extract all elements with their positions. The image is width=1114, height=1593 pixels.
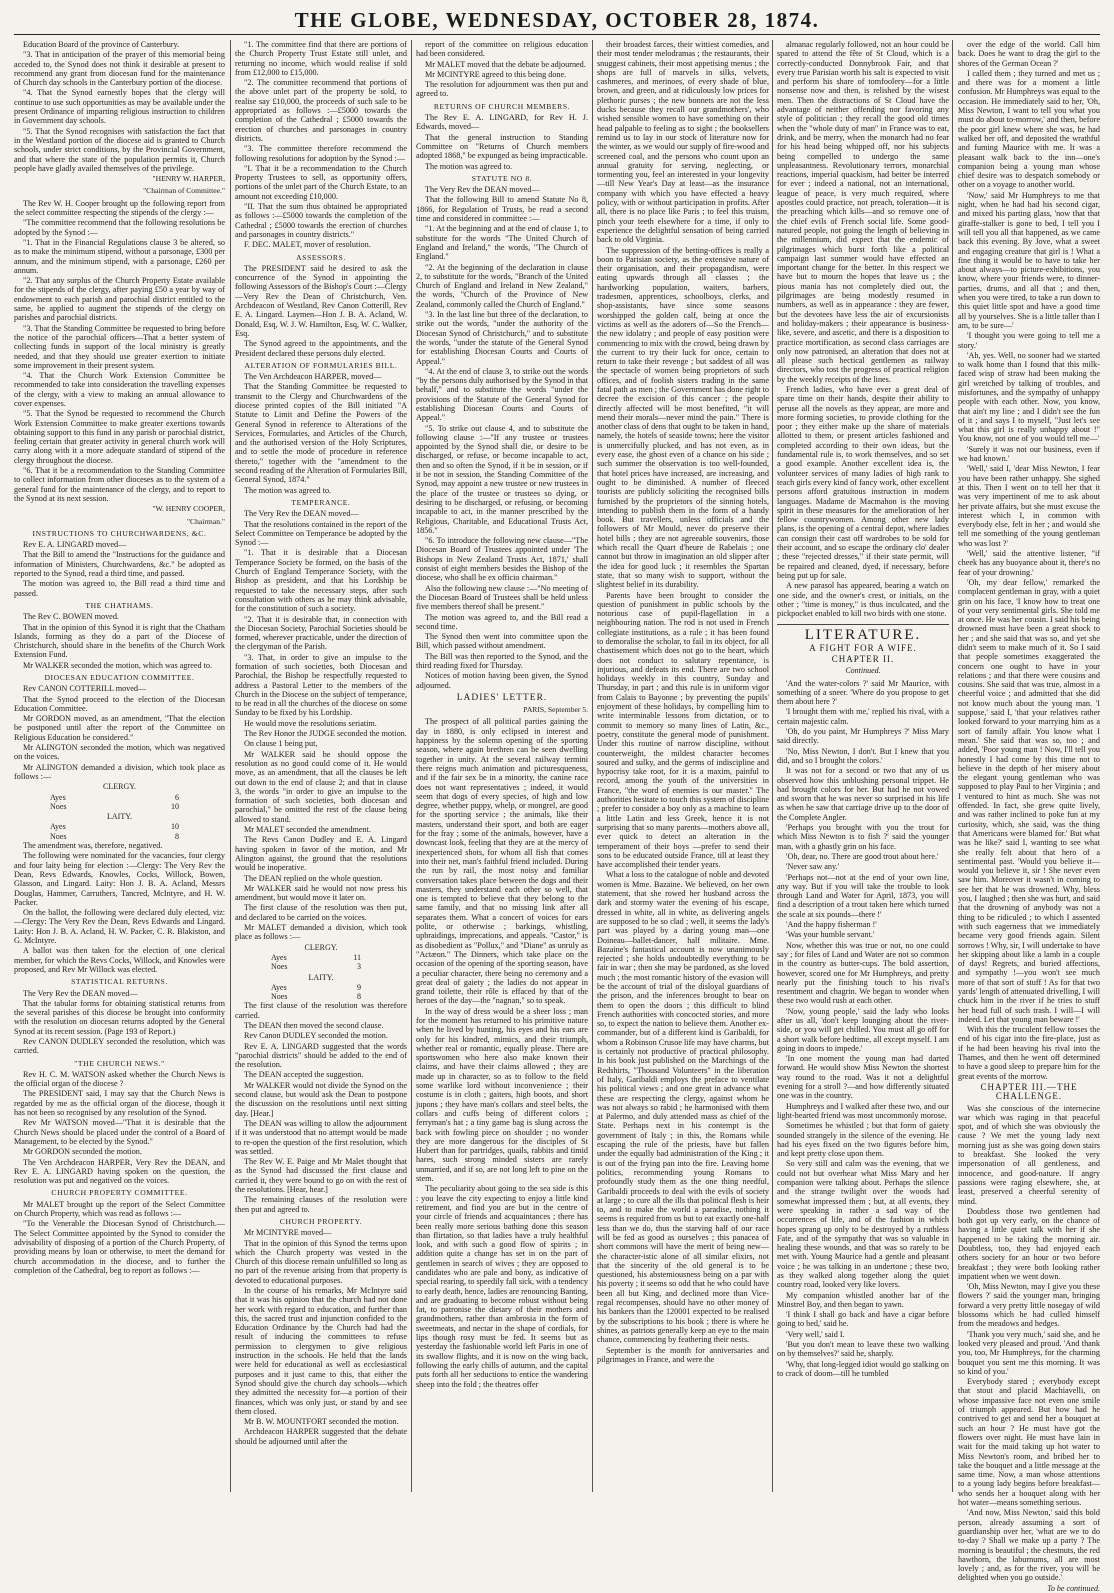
paragraph: The peculiarity about going to the sea side is this : you leave the city expecting to enjoy a little kind retirement, and find you are but in the centre of your circle of friends and acquaintances ; there has been really more serious bathing done this season than flirtation, so that ladies have a truly healthful look, and with such a good flow of spirits ; in addition quite a change has set in on the part of gentlemen in search of wives ; they are opposed to candidates who are pale and bony, as indicative of special rearing, to speedily fall sick, with a tendency to early death, hence, ladies are renouncing Banting, and are graduating to become robust without being fat, to patronise the dietary of their mothers and grandmothers, rather than ambrosia in the form of sweetmeats, and nectar in the shape of cordials, for lips though rosy must be fed. It seems but as yesterday the fashionable world left Paris in one of its swallow flights, and it is now on the wing back, following the early chills of autumn, and the capital puts forth all her seductions to entice the wandering sheep into the fold ; the theatres offer (416, 1184, 588, 1389)
row-label: Noes (271, 962, 288, 972)
row-label: Ayes (271, 982, 287, 992)
paragraph: The motion was agreed to. (425, 161, 513, 171)
col6-paras (958, 40, 1100, 1081)
row-value: 9 (357, 982, 361, 992)
paragraph: The first clause of the resolution was then put, and declared to be carried on the voices. (235, 903, 407, 922)
paragraph: The suppression of the betting-offices is really a boon to Parisian society, as the extensive nature of their organisation, and their propagandism, were eating upwards through all classes ; the hardworking population, waiters, barbers, tradesmen, apprentices, schoolboys, clerks, and shop-assistants, have since some seasons worshipped the golden calf, being at once the victims as well as the adorers of—So the French—the new idolatry ; and people of easy position were commencing to mix with the crowd, being drawn by the current to try their luck for once, certain to return to take their revenge ; but saddest of all was the spectacle of women being proprietors of such offices, and of foolish sisters trading in the same fatal path as men ; the Government has done right to decree the excision of this cancer ; the people directly affected will be most benefited, "it will mend their morals—never mind the pain." There is another class of dens that ought to be taken in hand, namely, the hotels of seaside towns; here the visitor is unmercifully plucked, and has not even, as in every ease, the ghost even of a chance on his side ; such summer the observation is too well-founded, that hotel prices have increased, are increasing, and ought to be diminished. A number of fleeced tourists are publicly soliciting the recognised bills furnished by the proprietors of the sinning hotels, intending to publish them in the form of a handy book. But travellers, unless officials and the followers of Mr Mould, never do preserve their hotel bills ; they are not agreeable souvenirs, those which recall the Quart d'heure de Rabelais ; one cannot but throw in imagination an old slipper after the idea for good luck ; it resembles the Spartan state, that so many wish to support, without the slightest belief in its durability. (597, 245, 769, 590)
paragraph: "6. That it be a recommendation to the Standing Committee to collect information from other dioceses as to the system of a general fund for the maintenance of the clergy, and to report to the Synod at its next session. (14, 466, 225, 503)
paragraph: "II. That the sum thus obtained be appropriated as follows :—£5000 towards the completion of the Cathedral ; £5000 towards the erection of churches and parsonages in country districts." (235, 202, 407, 239)
column-6 (958, 40, 1100, 1593)
paragraph: 'I think I shall go back and have a cigar before going to bed,' said he. (777, 1310, 949, 1329)
paragraph: The DEAN then moved the second clause. (244, 1020, 384, 1030)
paragraph: The resolution for adjournment was then put and agreed to. (416, 80, 588, 99)
to-be-continued: To be continued. (1047, 1583, 1100, 1593)
paragraph: Mr WALKER said he would not now press his amendment, but would move it later on. (235, 883, 407, 903)
division-row (235, 953, 407, 962)
paragraph: The Very Rev the DEAN moved— (244, 509, 359, 519)
paragraph: So very still and calm was the evening, that we could not but overhear what Miss Mary and her companion were talking about. Perhaps the silence and the strange twilight over the woods had somewhat impressed them ; but, at all events, they were speaking in rather a sad way of the occurrences of life, and of the fashion in which hopes sprang up only to be destroyed by a ruthless Fate, and of the sympathy that was so valuable in healing these wounds, and that was so rarely to be met with. Young Maurice had a gentle and pleasant voice ; he was talking in an undertone ; these two, as they walked along together along the quiet country road, looked very like lovers. (777, 1159, 949, 1290)
article-title: LADIES' LETTER. (456, 692, 548, 703)
paragraph: Archdeacon HARPER suggested that the debate should be adjourned until after the (235, 1427, 407, 1446)
col1-paras (14, 40, 225, 173)
col2-paras6 (235, 1228, 407, 1446)
paragraph: That in the opinion of this Synod the terms upon which the Church property was vested in the Church of this diocese remain unfulfilled so long as no part of the revenue arising from that property is devoted to educational purposes. (235, 1238, 407, 1285)
story-title: A FIGHT FOR A WIFE. (809, 642, 917, 653)
row-label: Noes (50, 831, 67, 841)
column-5 (777, 40, 949, 1492)
paragraph: That the Standing Committee be requested to transmit to the Clergy and Churchwardens of the diocese printed copies of the Bill initiated "A Statute to Limit and Define the Powers of the General Synod in reference to Alterations of the Services, Formularies, and Articles of the Church, and the authorised version of the Holy Scriptures, and to settle the mode of procedure in reference thereto," together with the "amendment to the second reading of the Alteration of Formularies Bill, General Synod, 1874." (235, 382, 407, 485)
paragraph: A ballot was then taken for the election of one clerical member, for which the Revs Cocks, Willock, and Knowles were proposed, and Rev Mr Willock was elected. (14, 946, 225, 974)
signature: "HENRY W. HARPER, (152, 174, 225, 184)
paragraph: I called them ; they turned and met us ; and there was for a moment a little confusion. Mr Humphreys was equal to the occasion. He immediately said to her, 'Oh, Miss Newton, I want to tell you what you must do about to-morrow,' and then, before the poor girl knew where she was, he had walked her off, and deposited the wrathful and fuming Maurice with me. It was a pleasant walk back to the inn—one's companion being a young man whose chief desire was to despatch somebody or other on a voyage to another world. (958, 68, 1100, 190)
section-heading: "THE CHURCH NEWS." (74, 1058, 165, 1068)
paragraph: report of the committee on religious education had been considered. (416, 40, 588, 59)
column-3 (416, 40, 588, 1492)
paragraph: "2. That it is desirable that, in connection with the Diocesan Society, Parochial Societies should be formed, wherever practicable, under the direction of the clergyman of the Parish. (235, 614, 407, 652)
masthead-rule (14, 34, 1100, 35)
col1-paras2 (14, 199, 225, 504)
paragraph: The motion was agreed to, and the Bill read a second time. (416, 612, 588, 631)
paragraph: 'No, Miss Newton, I don't. But I knew that you did, and so I brought the colors.' (777, 746, 949, 765)
paragraph: The DEAN replied on the whole question. (244, 873, 383, 883)
division-heading: CLERGY. (304, 942, 338, 952)
paragraph: "3. That the Standing Committee be requested to bring before the notice of the parochial officers—That a better system of collecting funds in support of the local ministry is greatly needed, and that they should use greater exertion to initiate some improvement in their present system. (14, 323, 225, 370)
paragraph: Also the following new clause :—"No meeting of the Diocesan Board of Trustees shall be held unless five members thereof shall be present." (416, 583, 588, 612)
paragraph: Mr MCINTYRE agreed to this being done. (425, 69, 567, 79)
signature-title: "Chairman of Committee." (143, 186, 225, 196)
paragraph: F. DEC. MALET, mover of resolution. (244, 240, 371, 250)
paragraph: In the way of dress would be a sheer loss ; man for the moment has returned to his primitive nature when he lived by hunting, his eyes and his ears are only for his kindred, mimics, and their triumph, whether real or romantic, equally please. There are sportswomen who here also make known their claims, and have their claims allowed ; they are made up in character, so as to follow to the field some warlike lord without inconvenience ; their costume is in cloth ; gaiters, high boots, and short jupons ; they have man's collars and steel belts, the collars and cuffs being of different colors ; ferryman's hat ; a tiny game bag is slung across the back with fowling piece on shoulder ; no wonder they are more dangerous for the disciples of St Hubert than for partridges, quails, rabbits and timid hares, such strong minded sisters are rarely unmarried, and if so, are not long left to pine on the stem. (416, 1006, 588, 1184)
paragraph: Mr GORDON seconded the motion. (23, 1147, 142, 1157)
paragraph: 'Well,' said I, 'dear Miss Newton, I fear you have been rather unhappy. She sighed at this. Then I went on to tell her that it was very impertinent of me to ask about her private affairs, but she must excuse the interest which I, in common with everybody else, felt in her ; and would she tell me something of the young gentleman who was lost ?' (958, 464, 1100, 548)
paragraph: That the Bill to amend the "Instructions for the guidance and information of Ministers, Churchwardens, &c." be adopted as reported to the Synod, read a third time, and passed. (14, 550, 225, 579)
paragraph: Parents have been brought to consider the question of punishment in public schools by the notorious case of pupil-flagellation in a neighbouring nation. The rod is not used in French collegiate institutions, as a rule ; it has been found to demoralise the scholar, to fail in its object, for all chastisement which does not go to the heart, which does not conduct to salutary repentance, is injurious, and defeats its end. There are two school holidays weekly in this country, Sunday and Thursday, in part ; and this rule is in uniform vigor from Calais to Bayonne ; by preventing the pupils' enjoyment of these holidays, by compelling him to write interminable lessons from dictation, or to commit to memory so many lines of Latin, &c., poetry, constitute the general mode of punishment. Under this routine of narrow discipline, without counterweight, the mildest character becomes soured and sulky, and the germs of indiscipline and hypocrisy take root, for it is a maxim, painful to record, among the youth of the universities in France, "the word of enemies is our master." The authorities hesitate to touch this system of discipline ; prefer to consider a boy only as a machine to learn a little Latin and less Greek, hence it is not surprising that so many parents—mothers above all, ever quick to detect an alteration in the temperament of their boys —prefer to send their sons to be educated outside France, till at least they have accomplished their tender years. (597, 590, 769, 870)
paragraph: "3. The committee therefore recommend the following resolutions for adoption by the Synod :— (235, 144, 407, 163)
col2-paras5 (235, 1001, 407, 1214)
row-value: 10 (171, 822, 179, 832)
section-heading: DIOCESAN EDUCATION COMMITTEE. (44, 673, 195, 682)
paragraph: 'Oh, dear, no. There are good trout about here.' (786, 851, 939, 861)
section-heading: ALTERATION OF FORMULARIES BILL. (244, 360, 398, 370)
row-label: Noes (271, 992, 288, 1002)
paragraph: 'Why, that long-legged idiot would go stalking on to crack of doom—till he tumbled (777, 1359, 949, 1378)
paragraph: "5. To strike out clause 4, and to substitute the following clause :—"If any trustee or trustees appointed by the Synod shall die, or desire to be discharged, or refuse, or become incapable to act, then and so often the Synod, if it be in session, or if it be not in session, the Standing Committee of the Synod, may appoint a new trustee or new trustees in the place of the trustee or trustees so dying, or desiring to be discharged, or refusing, or becoming incapable to act, in the manner prescribed by the Religious, Charitable, and Educational Trusts Act, 1856." (416, 423, 588, 535)
paragraph: That the resolutions contained in the report of the Select Committee on Temperance be adopted by the Synod :— (235, 519, 407, 548)
paragraph: 'In one moment the young man had darted forward. He would show Miss Newton the shortest way round to the road. Was it not a delightful evening for a stroll ?—and how differently situated one was in the country. (777, 1054, 949, 1101)
section-title-literature: LITERATURE. (777, 624, 949, 640)
paragraph: Mr MALET demanded a division, which took place as follows :— (235, 923, 407, 942)
paragraph: The Synod agreed to the appointments, and the President declared these persons duly elected. (235, 339, 407, 358)
paragraph: 'And the happy fisherman !' (786, 920, 877, 930)
paragraph: On the ballot, the following were declared duly elected, viz:—Clergy: The Very Rev the Dean, Revs Edwards and Lingard. Laity: Hon J. B. A. Acland, H. W. Packer, C. R. Blakiston, and G. McIntyre. (14, 908, 225, 946)
row-value: 8 (175, 831, 179, 841)
paragraph: their broadest farces, their wittiest comedies, and their most tender melodramas ; the restaurants, their snuggest cabinets, their most appetising menus ; the shops are full of marvels in silks, velvets, cashmeres, and merinoes, of every shade of blue, brown, and green, and at ridiculously low prices for plethoric purses ; the new bonnets are not the less ducks because they recall our grandmothers', who wished sensible women to have something on their head palpable to feeling as to sight ; the booksellers remind us to lay in our stock of literature now for the winter, as we would our supply of fire-wood and screened coal, and the persons who count upon an annual gratuity for serving, neglecting, or tormenting you, feel an interested in your longevity—till New Year's Day at least—as the insurance company with which you have effected a heavy policy, with or without participation in profits. After all, there is no place like Paris ; to feel this truism, pinch your teeth elsewhere for a time, if only to experience the delightful sensation of being carried back to old Virginia. (597, 40, 769, 245)
col6-paras2 (958, 1104, 1100, 1583)
section-heading: ASSESSORS. (296, 252, 346, 262)
paragraph: The Rev Honor the JUDGE seconded the motion. (244, 729, 407, 739)
paragraph: 'I brought them with me,' replied his rival, with a certain majestic calm. (777, 707, 949, 726)
columns (14, 40, 1100, 1593)
paragraph: Mr B. W. MOUNTFORT seconded the motion. (244, 1417, 399, 1427)
row-value: 10 (171, 801, 179, 811)
paragraph: Rev CANON COTTERILL moved— (23, 684, 147, 694)
paragraph: 'Never saw any.' (786, 862, 840, 872)
paragraph: The Bill was then reported to the Synod, and the third reading fixed for Thursday. (416, 651, 588, 670)
paragraph: "2. At the beginning of the declaration in clause 2, to substitute for the words, "Branch of the United Church of England and Ireland in New Zealand," the words, "Church of the Province of New Zealand, commonly called the Church of England." (416, 262, 588, 309)
section-heading: STATISTICAL RETURNS. (71, 977, 168, 987)
paragraph: The prospect of all political parties gaining the day in 1880, is only eclipsed in interest and happiness by the solemn opening of the sporting season, where again brethren can be seen dwelling together in unity. At the several railway termini there reigns much animation and picturesqueness, and if the fair sex be in a minority, the canine race does not want representatives ; indeed, it would seem that dogs of every species, of high and low degree, whether puppy, whelp, or mongrel, are good for the sporting service ; the animals, like their masters, understand their sport, and both are eager for the fray ; some of the animals, however, have a downcast look, feeling that they are at the mercy of inexperienced shots, for whom all fish that comes into their net, man's faithful friend included. During the run by rail, the most noisy and familiar conversation takes place between the dogs and their masters, they understand each other so well, that one is tempted to believe that they belong to the same family, and that no missing link after all separates them. What a concert of voices for ears polite, or otherwise ; barkings, whistling, upbraidings, imprecations, and appeals. "Castor," is as disobedient as "Pollux," and "Diane" as unruly as "Actæon." The Dinners, which take place on the occasion of the opening of the sporting season, have a peculiar character, there being no ceremony and a great deal of gaiety ; the ladies do not appear in grand toilette, their rôle is effaced by that of the heroes of the day—the "nagnan," so to speak. (416, 717, 588, 1006)
paragraph: The Rev W. H. Cooper brought up the following report from the select committee respecting the stipends of the clergy :— (14, 198, 225, 218)
paragraph: The motion was agreed to. (244, 485, 332, 495)
paragraph: 'Now, young people,' said the lady who looks after us all, 'don't keep lounging about the river-side, or you will get chilled. You must all go off for a short walk before bedtime, all except myself. I am going in doors to impede.' (777, 1006, 949, 1053)
section-heading: INSTRUCTIONS TO CHURCHWARDENS, &C. (32, 528, 207, 538)
paragraph: over the edge of the world. Call him back. Does he want to drag the girl to the shores of the German Ocean ?' (958, 40, 1100, 68)
paragraph: It was not for a second or two that any of us observed how this unblushing personal trippet. He had brought colors for her. But had he not vowed and sworn that he was never so surprised in his life as when he saw that carriage drive up to the door of the Complete Angler. (777, 766, 949, 822)
division-heading: CLERGY. (103, 782, 136, 792)
paragraph: Rev CANON DUDLEY seconded the resolution, which was carried. (14, 1036, 225, 1056)
paragraph: "4. At the end of clause 3, to strike out the words "by the persons duly authorised by the Synod in that behalf," and to substitute the words "under the provisions of the Statute of the General Synod for establishing Diocesan Courts and Courts of Appeal." (416, 366, 588, 423)
row-value: 3 (357, 962, 361, 972)
paragraph: Mr GORDON moved, as an amendment, "That the election be postponed until after the report of the Committee on Religious Education be considered." (14, 714, 225, 742)
division-row (235, 983, 407, 992)
col1-paras9 (14, 1200, 225, 1275)
paragraph: A new parasol has appeared, bearing a watch on one side, and the owner's crest, or initials, on the other ; "time is money," is thus inculcated, and the pickpocket enabled to kill two birds with one stone. (777, 581, 949, 619)
paragraph: "4. That the Church Work Extension Committee be recommended to take into consideration the travelling expenses of the clergy, with a view to making an annual allowance to cover expenses. (14, 371, 225, 408)
paragraph: The first clause of the resolution was therefore carried. (235, 1001, 407, 1020)
paragraph: 'Well,' said the attentive listener, "if cheek has any buoyance about it, there's no fear of your drowning.' (958, 549, 1100, 577)
row-label: Ayes (50, 792, 66, 802)
paragraph: French ladies, who have ever a great deal of spare time on their hands, despite their ability to peruse all the novels as they appear, are more and more forming societies, to provide clothing for the poor ; they either make up the share of materials allotted to them, or present articles fashioned and completed according to their own ideas, but the fundamental rule is, to work themselves, and so set a good example. Another excellent idea is, the volunteer services of many ladies of high rank to teach girls every kind of fancy work, other excellent persons afford gratuitous instruction in modern languages. Madame de Macmahon is the moving spirit in these measures for the amelioration of her fellow countrywomen. Among other new lady plans, is the opening of a central depot, where ladies can consign their cast off wardrobes to be sold for their account, and so escape the ordinary clo' dealer ; these "rejected dresses," if their state permit, will be repaired and cleaned, dyed, if necessary, before being put up for sale. (777, 384, 949, 580)
section-heading: CHURCH PROPERTY. (279, 1216, 363, 1226)
paragraph: Mr ALINGTON seconded the motion, which was negatived on the voices. (14, 743, 225, 762)
paragraph: 'Ah, yes. Well, no sooner had we started to walk home than I found that this milk-faced wisp of straw had been making the girl wretched by talking of troubles, and misfortunes, and the sympathy of unhappy people with each other. Now, you know, that ain't my line ; and I didn't see the fun of it ; and says I to myself, "Just let's see what this girl is really unhappy about !" You know, not one of you would tell me—' (958, 350, 1100, 444)
paragraph: The Very Rev the DEAN moved— (23, 988, 138, 998)
paragraph: Rev Canon DUDLEY seconded the motion. (244, 1031, 388, 1041)
row-value: 8 (357, 992, 361, 1002)
paragraph: "To the Venerable the Diocesan Synod of Christchurch.—The Select Committee appointed by the Synod to consider the advisability of disposing of a portion of the Church Property, of providing means by loan or otherwise, to meet the demand for church accommodation in the diocese, and to further the completion of the Cathedral, beg to report as follows :— (14, 1219, 225, 1275)
paragraph: Notices of motion having been given, the Synod adjourned. (416, 671, 588, 690)
paragraph: Rev E. A. LINGARD suggested that the words "parochial districts" should be added to the end of the resolution. (235, 1041, 407, 1070)
paragraph: My companion whistled another bar of the Minstrel Boy, and then began to yawn. (777, 1290, 949, 1309)
paragraph: 'I thought you were going to tell me a story.' (958, 331, 1100, 350)
paragraph: In the course of his remarks, Mr McIntyre said that it was his opinion that the church had not done her work with regard to education, and further than this, the sacred trust and injunction confided to the Education Ordinance by the Church had had the result of inducing the committees to refuse permission to clergymen to give religious instruction in the schools. He held that the lands were held for educational as well as ecclesiastical purposes and it just came to this, that either the Synod should give the church day schools—which they admitted the necessity for—a portion of their finances, which was only just, or stand by and see them closed. (235, 1286, 407, 1416)
col3-paras4 (416, 717, 588, 1388)
paragraph: 'Surely it was not our business, even if we had known.' (958, 444, 1100, 464)
paragraph: 'But you don't mean to leave these two walking on by themselves?' said he, sharply. (777, 1340, 949, 1359)
paragraph: The Ven Archdeacon HARPER, moved— (244, 372, 382, 382)
row-label: Noes (50, 801, 67, 811)
paragraph: The Rev W. E. Paige and Mr Malet thought that as the Synod had discussed the first clause and carried it, they were bound to go on with the rest of the resolutions. [Hear, hear.] (235, 1157, 407, 1195)
col3-paras3 (416, 185, 588, 690)
paragraph: The Ven Archdeacon HARPER, Very Rev the DEAN, and Rev E. A. LINGARD having spoken on the question, the resolution was put and negatived on the voices. (14, 1157, 225, 1186)
paragraph: 'Perhaps you brought with you the trout for which Miss Newton is to fish ?' said the younger man, with a ghastly grin on his face. (777, 823, 949, 851)
paragraph: Mr WALKER said he should oppose the resolution as no good could come of it. He would move, as an amendment, that all the clauses be left out down to the end of clause 2; and that in clause 3, the words "in order to give an impulse to the formation of such societies, both diocesan and parochial," be omitted the rest of the clause being allowed to stand. (235, 749, 407, 824)
row-value: 11 (353, 952, 361, 962)
section-heading: TEMPERANCE. (291, 497, 351, 507)
col3-paras (416, 40, 588, 99)
col2-paras (235, 40, 407, 250)
paragraph: Education Board of the province of Canterbury. (23, 40, 180, 49)
column-2 (235, 40, 407, 1492)
masthead: THE GLOBE, WEDNESDAY, OCTOBER 28, 1874. (294, 8, 820, 32)
signature-title: "Chairman." (186, 516, 225, 526)
paragraph: Now, whether this was true or not, no one could say ; for files of Land and Water are not so common in the country as butter-cups. The bold assertion, however, scored one for Mr Humphreys, and pretty nearly put the finishing touch to his rival's resentment and chagrin. We began to wonder when these two would rush at each other. (777, 940, 949, 1006)
paragraph: Was she conscious of the internecine war which was raging in that peaceful spot, and of which she was obviously the cause ? We met the young lady next morning just as she was going down stairs to breakfast. She looked the very impersonation of all gentleness, and innocence, and good-nature. If angry passions were raging elsewhere, she, at least, preserved a cheerful serenity of mind. (958, 1103, 1100, 1206)
row-label: Ayes (50, 822, 66, 832)
paragraph: Humphreys and I walked after these two, and our light-hearted friend was most uncommonly morose. (777, 1101, 949, 1120)
continued-label: Continued. (845, 666, 881, 676)
division-row (14, 822, 225, 831)
paragraph: Mr ALINGTON demanded a division, which took place as follows :— (14, 762, 225, 781)
paragraph: 'Now,' said Mr Humphreys to me that night, when he had had his second cigar, and mixed his parting glass, 'now that that giraffe-stalker is gone to bed, I tell you I will tell you all that happened, as we came back this evening. By Jove, what a sweet and engaging creature that girl is ! What a fine thing it would be to have to take her about always—to picture-exhibitions, you know, where your friends were, to dinner-parties, drums, and all that ; and then, when you were tired, to take a run down to this quiet little spot and have a good time all by yourselves. She is a little taller than I am, to be sure—' (958, 190, 1100, 330)
col2-paras2 (235, 264, 407, 358)
dateline: PARIS, September 5. (523, 705, 588, 715)
paragraph: Everybody stared ; everybody except that stout and placid Machiavelli, on whose impassive face not even one smile of triumph appeared. But how had he contrived to get and send her a bouquet at such an hour ? He must have got the flowers over night. He must have lain in wait for the maid taking up hot water to Miss Newton's room, and bribed her to take the bouquet and a little message at the same time. Now, a man whose attentions to a young lady begins before breakfast—who sends her a bouquet along with her hot water—means something serious. (958, 1377, 1100, 1508)
paragraph: Mr MALET moved that the debate be adjourned. (425, 59, 586, 69)
paragraph: The Synod then went into committee upon the Bill, which passed without amendment. (416, 632, 588, 651)
col1-paras8 (14, 1070, 225, 1186)
paragraph: What a loss to the catalogue of noble and devoted women is Mme. Bazaine. We believed, on her own statement, that she rowed her husband across the dark and stormy water the evening of his escape, dressed in white, all in white, as delivering angels are supposed to be so clad ; well, it seems the lady's part was played by a daring young man—one Doineau—ballet-dancer, half militaire. Mme. Bazaine's fantastical account is now unanimously rejected ; she holds undoubtedly everything to be fair in war ; then she may be pardoned, as she loved much ; the most romantic history of the evasion will be the account of trial of the disloyal guardians of the prison, and the inferences brought to bear on them to open the doors ; this difficult to blind French authorities with concocted stories, and more so, to expect the nation to believe them. Another ex-commander, but of a different kind is Garibaldi, for whom a Robinson Crusoe life may have charms, but is certainly not productive of practical philosophy. In his book just published on the Marchings of the Redshirts, "Thousand Volunteers" in the liberation of Italy, Garibaldi employs the preface to ventilate his political views ; and one great in advance what these are respecting the clergy, against whom he was not always so rabid ; he harmonised with them at Palermo, and duly attended mass as chief of the State. Perhaps next in his contempt is the government of Italy ; in this, the Romans while escaping the rule of the priests, have but fallen under the equally bad administration of the King ; it is out of the frying pan into the fire. Leaving home politics, recommending young Romans to profoundly study them as the one thing needful, Garibaldi proceeds to deal with the evils of society at large ; to cure all the ills that political flesh is heir to, and to make the world a paradise, nothing it seems is required from us but to eat exactly one-half less than we do, thus the starving half of our race will be fed as good as ourselves ; this panacea of short commons will have the merit of being new—the character-istic alone of all similar elixirs, not that the sincerity of the old general is to be questioned, his abstemiousness being on a par with his poverty ; it seems so odd that he who could have been all but King, and declined more than Vice-regal recompenses, should have no other money of his bankers than the 120001 expected to be realised by the subscriptions to his book ; there is where he shines, as patriots generally keep an eye to the main chance, commencing by feathering their nests. (597, 870, 770, 1345)
paragraph: Mr WALKER seconded the motion, which was agreed to. (23, 660, 213, 670)
paragraph: Doubtless those two gentlemen had both got up very early, on the chance of having a little quiet talk with her if she happened to be taking the morning air. Doubtless, too, they had enjoyed each others society for an hour or two before breakfast ; they were both looking rather impatient when we went down. (958, 1206, 1100, 1281)
section-heading: THE CHATHAMS. (85, 600, 154, 610)
col1-paras4 (14, 612, 225, 670)
col5-paras2 (777, 679, 949, 1379)
division-row (14, 793, 225, 802)
paragraph: "3. That in anticipation of the prayer of this memorial being acceded to, the Synod does not think it desirable at present to recommend any grant from diocesan fund for the maintenance of Church day schools in the Canterbury portion of the diocese. (14, 50, 225, 88)
row-label: Ayes (271, 952, 287, 962)
paragraph: The Revs Canon Dudley and E. A. Lingard having spoken in favor of the motion, and Mr Alington against, the ground that the resolutions would be inoperative. (235, 835, 407, 873)
paragraph: "The committee recommend that the following resolutions be adopted by the Synod :— (14, 218, 225, 237)
paragraph: The Rev E. A. LINGARD, for Rev H. J. Edwards, moved— (416, 113, 588, 132)
paragraph: 'And now, Miss Newton,' said this bold person, already assuming a sort of guardianship over her, 'what are we to do to-day ? Shall we make up a party ? The morning is beautiful ; the chestnuts, the red hawthorn, the laburnums, all are most lovely ; and, as for the river, you will be delighted when you go outside.' (958, 1508, 1100, 1583)
paragraph: 'Thank you very much,' said she, and he looked very pleased and proud. 'And thank you, too, Mr Humphreys, for the charming bouquet you sent me this morning. It was so kind of you.' (958, 1329, 1100, 1376)
section-heading: RETURNS OF CHURCH MEMBERS. (433, 101, 571, 111)
chapter-heading: CHAPTER III.—THE CHALLENGE. (980, 1081, 1078, 1102)
division-heading: LAITY. (308, 972, 334, 982)
paragraph: The PRESIDENT said he desired to ask the concurrence of the Synod in appointing the following Assessors of the Bishop's Court :—Clergy—Very Rev the Dean of Christchurch, Ven. Archdeacon of Westland, Rev Canon Cotterill, Rev E. A. Lingard. Laymen—Hon J. B. A. Acland, W. Donald, Esq, W. J. W. Hamilton, Esq, W. C. Walker, Esq. (235, 263, 407, 338)
paragraph: 'And the water-colors ?' said Mr Maurice, with something of a sneer. 'Where do you propose to get them about here ?' (777, 678, 949, 707)
paragraph: The DEAN accepted the suggestion. (244, 1070, 364, 1080)
division-row (14, 802, 225, 811)
col1-paras7 (14, 989, 225, 1056)
paragraph: Rev E. A. LINGARD moved— (23, 540, 127, 550)
col1-paras3 (14, 540, 225, 598)
paragraph: The remaining clauses of the resolution were then put and agreed to. (235, 1195, 407, 1214)
chapter-heading: CHAPTER II. (831, 654, 895, 664)
division-row (14, 832, 225, 841)
paragraph: "I. That it be a recommendation to the Church Property Trustees to sell, as opportunity offers, portions of the unlet part of the Church Estate, to an amount not exceeding £10,000. (235, 163, 407, 201)
paragraph: 'Was your humble servant.' (786, 930, 875, 940)
paragraph: 'Perhaps not—not at the end of your own line, any way. But if you will take the trouble to look through Land and Water for April, 1873, you will find a description of a trout taken here which turned the scale at six pounds—there !' (777, 872, 949, 919)
paragraph: The Rev C. BOWEN moved. (23, 612, 119, 622)
section-heading: CHURCH PROPERTY COMMITTEE. (51, 1188, 188, 1198)
paragraph: The PRESIDENT said, I may say that the Church News is regarded by me as the official organ of the diocese, though it has not been so recognised by any resolution of the Synod. (14, 1089, 225, 1118)
paragraph: 'Oh, my dear fellow,' remarked the complacent gentleman in gray, with a quiet grin on his face, 'I know how to treat one of your very sentimental girls. She told me at once. He was her cousin. I said his being drowned must have been a great shock to her ; and she said that was so, and yet she didn't seem to make much of it. So I said that people sometimes exaggerated the concern one ought to have in your relations ; and that there were cousins and cousins. She said that was true, almost in a cheerful voice ; and admitted that she did not know much about the young man. 'I suppose,' said I, 'that your relatives rather looked forward to your marrying him as a sort of family affair. You know what I mean.' She said that was so, too ; and added, 'Poor young man ! Now, I'll tell you honestly I had come by this time not to believe in the depth of her misery about the elegant young gentleman who was supposed to play Paul to her Virginia ; and I ventured to hint as much. She was not offended. In fact, she grew quite lively, and was rather inclined to poke fun at my curiosity, which, she said, was the thing that Americans were blamed for.' But what was he like?' said I, wanting to see what she really felt about that hero of a sentimental past. 'Would you believe it—would you believe it, sir ! She never even saw him. Moreover it wasn't in coming to see her that he was drowned. Why, bless you, I laughed ; then she was hurt, and said that the drowning of anybody was not a thing to be ridiculed ; to which I assented with such eagerness that we immediately became very good friends again. Silent sorrows ! Why, sir, I will undertake to have her skipping about like a lamb in a couple of days! Regrets, and buried affections, and sympathy !—you won't see much more of that sort of stuff ! As for that two yards' length of attenuated drivelling, I will chuck him in the river if he tries to stuff her head full of such trash. I will—I will indeed. Let that young man beware !' (958, 577, 1100, 1024)
paragraph: The DEAN was willing to allow the adjournment if it was understood that no attempt would be made to re-open the question of the first resolution, which was settled. (235, 1118, 407, 1156)
paragraph: Mr MCINTYRE moved— (244, 1228, 332, 1238)
paragraph: 'Oh, Miss Newton, may I give you these flowers ?' said the younger man, bringing forward a very pretty little nosegay of wild blossoms which he had culled himself from the meadows and hedges. (958, 1282, 1100, 1329)
paragraph: "3. That, in order to give an impulse to the formation of such societies, both Diocesan and Parochial, the Bishop be respectfully requested to address a Pastoral Letter to the members of the Church in the Diocese on the subject of temperance, to be read in all the churches of the diocese on some Sunday to be fixed by his Lordship. (235, 652, 407, 718)
paragraph: "4. That the Synod earnestly hopes that the clergy will continue to use such opportunities as may be available under the present Ordinance of imparting religious instruction to children in Government day schools. (14, 88, 225, 126)
paragraph: Mr MALET seconded the amendment. (244, 825, 371, 835)
col4-paras (597, 40, 769, 1364)
paragraph: With this the truculent fellow tosses the end of his cigar into the fire-place, just as if he had been heaving his rival into the Thames, and then he went off determined to have a good sleep to prepare him for the great events of the morrow. (958, 1025, 1100, 1081)
paragraph: Mr WALKER would not divide the Synod on the second clause, but would ask the Dean to postpone the discussion on the resolutions until next sitting day. [Hear.] (235, 1080, 407, 1118)
paragraph: That the tabular forms for obtaining statistical returns from the several parishes of this diocese be brought into conformity with the resolution on diocesan returns adopted by the General Synod at its recent session. (Page 193 of Report.) (14, 998, 225, 1036)
col1-paras5 (14, 684, 225, 781)
paragraph: That the following Bill to amend Statute No 8, 1866, for Regulation of Trusts, be read a second time and considered in committee :— (416, 195, 588, 224)
paragraph: "1. That it is desirable that a Diocesan Temperance Society be formed, on the basis of the Church of England Temperance Society, with the Bishop as president, and that his Lordship be requested to take the necessary steps, after such consultation with others as he may think advisable, for the constitution of such a society. (235, 548, 407, 614)
paragraph: 'Very well,' said I. (786, 1329, 845, 1339)
paragraph: Mr MALET brought up the report of the Select Committee on Church Property, which was read as follows :— (14, 1199, 225, 1219)
row-value: 6 (175, 792, 179, 802)
paragraph: "1. At the beginning and at the end of clause 1, to substitute for the words "The United Church of England and Ireland," the words, "The Church of England." (416, 224, 588, 262)
column-4 (597, 40, 769, 1492)
paragraph: "2. The committee recommend that portions of the above unlet part of the property be sold, to realise say £10,000, the proceeds of such sale to be appropriated as follows :—£5000 towards the completion of the Cathedral ; £5000 towards the erection of churches and parsonages in country districts. (235, 78, 407, 143)
col1-paras6 (14, 841, 225, 974)
paragraph: Rev Mr WATSON moved—"That it is desirable that the Church News should be placed under the control of a Board of Management, to be elected by the Synod." (14, 1118, 225, 1146)
paragraph: "5. That the Synod be requested to recommend the Church Work Extension Committee to make greater exertions towards obtaining support to this fund in any parish or parochial district, feeling certain that greater activity in general church work will carry along with it a more adequate standard of stipend of the clergy throughout the diocese. (14, 409, 225, 465)
column-1 (14, 40, 225, 1492)
col2-paras4 (235, 509, 407, 941)
paragraph: The following were nominated for the vacancies, four clergy and four laity being for election :—Clergy: The Very Rev the Dean, Revs Edwards, Knowles, Cocks, Willock, Bowen, Glasson, and Lingard. Laity: Hon J. B. A. Acland, Messrs Douglas, Hammer, Carruthers, Tancred, McIntyre, and H. W. Packer. (14, 851, 225, 907)
paragraph: "2. That any surplus of the Church Property Estate available for the stipends of the clergy, after paying £50 a year by way of endowment to each parish and parochial district entitled to the same, be applied to augment the stipends of the clergy on parishes and parochial districts. (14, 276, 225, 323)
paragraph: The motion was agreed to, the Bill read a third time and passed. (14, 579, 225, 598)
paragraph: almanac regularly followed, not an hour could be spared to attend the fête of St Cloud, which is a correctly-conducted Donnybrook Fair, and that every true Parisian worth his salt is expected to visit and perform his share of tomfoolery—for a little nonsense now and then, is relished by the wisest men. Then the distractions of St Cloud have the advantage of neither offending nor favoring any style of politician ; they recall the good old times when the "whole duty of man" in France was to eat, drink, and be merry, when the monarch had no fear for his head being whipped off, nor his subjects being compelled to undergo the same unpleasantness. Revolutionary terrors, monarchial reactions, imperial quackism, had better be interred for ever ; indeed a national, not an international, league of peace, is very much required, where apostles could practice, not preach, toleration—it is the preaching which kills—and so remove one of the chief evils of French social life. Some good-natured people, not going the length of believing in the millennium, did expect that the endemic of pilgrimages which burst forth like a political campaign last summer would have effected an important change for the better. In this respect we have but to mourn the hopes that leave us ; the pious mania has not completely died out, the pilgrimages are being modestly resumed in numbers, as well as in appearance : they are fewer, but the devotees have less the air of excursionists and holiday-makers ; their appearance is business-like, severe, and ascetic, and there is a disposition to practice mortification, as second class carriages are only now patronised, an alteration that does not at all please such hectical gentlemen as railway directors, who tost the progress of practical religion by the weekly receipts of the lines. (777, 40, 949, 384)
col3-paras2 (416, 113, 588, 171)
paragraph: That the Synod proceed to the election of the Diocesan Education Committee. (14, 694, 225, 713)
paragraph: "5. That the Synod recognises with satisfaction the fact that in the Westland portion of the diocese aid is granted to Church schools, under strict conditions, by the Provincial Government, and that where the state of the population permits it, Church people have gladly availed themselves of the privilege. (14, 126, 225, 173)
paragraph: The amendment was, therefore, negatived. (23, 841, 163, 851)
col2-paras3 (235, 372, 407, 495)
division-row (235, 962, 407, 971)
paragraph: September is the month for anniversaries and pilgrimages in France, and were the (597, 1345, 769, 1364)
paragraph: Sometimes he whistled ; but that form of gaiety sounded strangely in the silence of the evening. He had his eyes fixed on the two figures before him, and kept pretty close upon them. (777, 1121, 949, 1159)
paragraph: "3. In the last line but three of the declaration, to strike out the words, "under the authority of the Diocesan Synod of Christchurch," and to substitute the words, "under the statute of the General Synod for establishing Diocesan Courts and Courts of Appeal." (416, 310, 588, 366)
section-heading: STATUTE NO 8. (471, 173, 533, 183)
paragraph: That the general instruction to Standing Committee on "Returns of Church members adopted 1868," be expunged as being impracticable. (416, 132, 588, 161)
division-heading: LAITY. (107, 812, 132, 822)
paragraph: "1. The committee find that there are portions of the Church Property Trust Estate still unlet, and returning no income, which would realise if sold from £12,000 to £15,000. (235, 40, 407, 77)
paragraph: The Very Rev the DEAN moved— (425, 185, 540, 195)
col5-paras (777, 40, 949, 618)
signature: "W. HENRY COOPER, (152, 504, 225, 514)
paragraph: 'Oh, do you paint, Mr Humphreys ?' Miss Mary said directly. (777, 727, 949, 746)
paragraph: "1. That in the Financial Regulations clause 3 be altered, so as to make the minimum stipend, without a parsonage, £300 per annum, and the minimum stipend, with a parsonage, £260 per annum. (14, 237, 225, 275)
division-row (235, 992, 407, 1001)
paragraph: "6. To introduce the following new clause—"The Diocesan Board of Trustees appointed under 'The Bishops in New Zealand Trusts Act, 1871,' shall consist of eight members besides the Bishop of the diocese, who shall be ex officio chairman." (416, 536, 588, 583)
paragraph: Rev H. C. M. WATSON asked whether the Church News is the official organ of the diocese ? (14, 1069, 225, 1089)
paragraph: That in the opinion of this Synod it is right that the Chatham Islands, forming as they do a part of the Diocese of Christchurch, should share in the benefits of the Church Work Extension Fund. (14, 622, 225, 660)
paragraph: He would move the resolutions seriatim. (244, 718, 377, 728)
paragraph: On clause 1 being put, (244, 739, 318, 749)
